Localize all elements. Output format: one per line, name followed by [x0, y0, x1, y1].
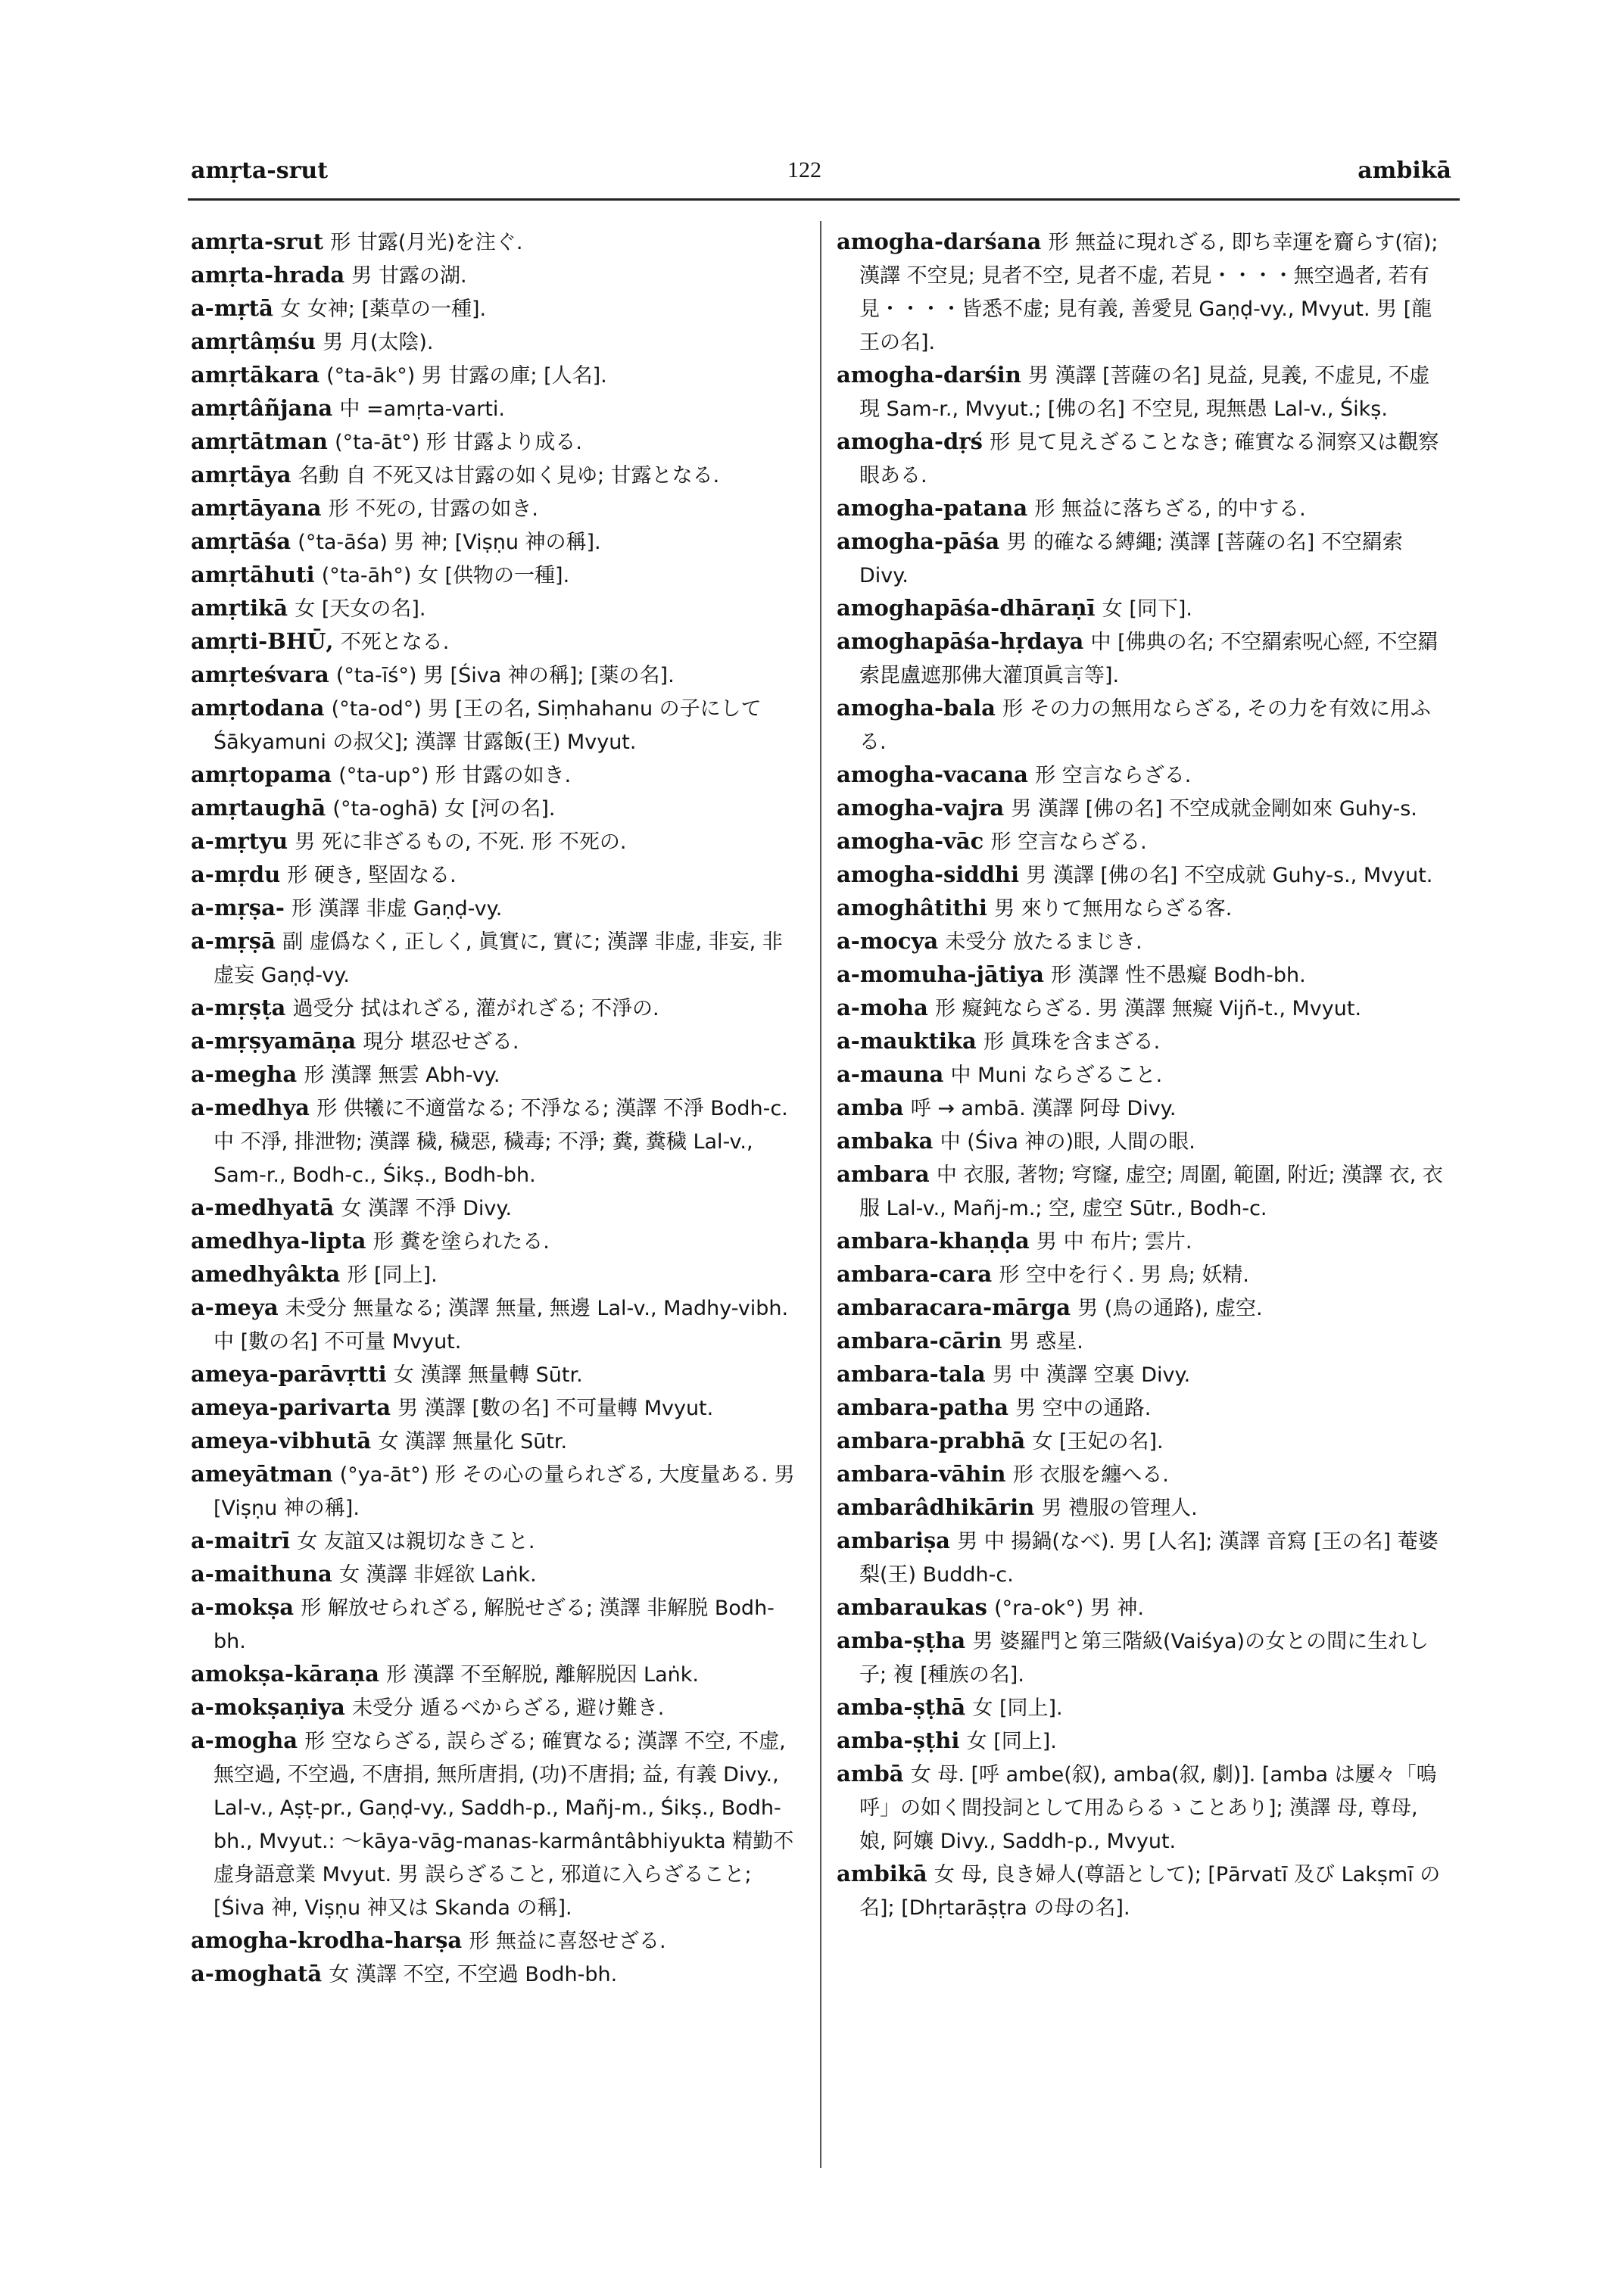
headword: amoghapāśa-hṛdaya [837, 628, 1084, 654]
definition: 形 甘露(月光)を注ぐ. [330, 231, 523, 254]
definition: 男 漢譯 [菩薩の名] 見益, 見義, 不虚見, 不虚現 Sam-r., Mvyut.; [佛の名] 不空見, 現無愚 Lal-v., Śikṣ. [859, 364, 1430, 421]
definition: 男 中 揚鍋(なべ). 男 [人名]; 漢譯 音寫 [王の名] 菴婆梨(王) Buddh-c. [859, 1530, 1439, 1587]
definition: 女 漢譯 無量轉 Sūtr. [393, 1363, 583, 1387]
headword: a-mauna [837, 1061, 944, 1087]
definition: 形 眞珠を含まざる. [983, 1030, 1161, 1054]
definition: 女 [同下]. [1102, 597, 1192, 621]
definition: 女 漢譯 不空, 不空過 Bodh-bh. [329, 1963, 618, 1986]
definition: 形 その力の無用ならざる, その力を有效に用ふる. [859, 697, 1431, 754]
definition: 形 糞を塗られたる. [372, 1230, 550, 1254]
headword: a-moha [837, 995, 928, 1020]
definition: 形 漢譯 不至解脱, 離解脱因 Laṅk. [386, 1663, 699, 1687]
definition: 形 無益に落ちざる, 的中する. [1034, 497, 1306, 521]
headword: ambara-prabhā [837, 1428, 1026, 1453]
definition: 男 漢譯 [數の名] 不可量轉 Mvyut. [397, 1397, 714, 1420]
dictionary-entry [191, 259, 803, 292]
headword: a-mokṣa [191, 1594, 295, 1620]
headword: a-mogha [191, 1728, 298, 1753]
headword: a-mṛdu [191, 861, 281, 887]
definition: 男 禮服の管理人. [1041, 1497, 1198, 1520]
definition: 男 月(太陰). [323, 331, 434, 354]
definition: 形 無益に現れざる, 即ち幸運を齎らす(宿); 漢譯 不空見; 見者不空, 見者不虚, 若見・・・・無空過者, 若有見・・・・皆悉不虚; 見有義, 善愛見 Gaṇḍ-vy., Mvyut. 男 [龍王の名]. [859, 231, 1439, 354]
definition: 形 解放せられざる, 解脱せざる; 漢譯 非解脱 Bodh-bh. [214, 1597, 775, 1653]
definition: 男 漢譯 [佛の名] 不空成就金剛如來 Guhy-s. [1011, 797, 1417, 821]
headword: amoghapāśa-dhāraṇī [837, 595, 1096, 621]
right-column [837, 226, 1448, 1924]
dictionary-entry [191, 326, 803, 359]
headword: a-mṛtā [191, 295, 273, 321]
definition: 形 漢譯 無雲 Abh-vy. [304, 1064, 500, 1087]
dictionary-entry [191, 1958, 803, 1991]
definition: 形 空中を行く. 男 鳥; 妖精. [999, 1263, 1249, 1287]
headword: amogha-darśin [837, 362, 1021, 388]
headword: amogha-dṛś [837, 428, 983, 454]
headword: amba-ṣṭha [837, 1628, 966, 1653]
dictionary-entry [191, 226, 803, 259]
dictionary-entry [191, 1658, 803, 1691]
headword: ameyātman [191, 1461, 333, 1487]
header-rule [188, 198, 1460, 201]
definition: 形 空言ならざる. [1035, 764, 1192, 787]
headword: a-megha [191, 1061, 298, 1087]
dictionary-entry [191, 1558, 803, 1591]
dictionary-entry [191, 1391, 803, 1425]
headword: ambara [837, 1161, 930, 1187]
dictionary-entry [191, 1425, 803, 1458]
dictionary-entry [837, 692, 1448, 759]
dictionary-entry [191, 992, 803, 1025]
definition: (°ta-āt°) 形 甘露より成る. [335, 431, 582, 454]
headword: ambara-cārin [837, 1328, 1002, 1354]
dictionary-entry [837, 492, 1448, 525]
definition: 女 漢譯 非婬欲 Laṅk. [338, 1563, 537, 1587]
definition: 男 惑星. [1008, 1330, 1083, 1354]
dictionary-entry [191, 1358, 803, 1391]
dictionary-entry [837, 1325, 1448, 1358]
dictionary-entry [191, 592, 803, 625]
column-divider [820, 221, 821, 2168]
dictionary-entry [191, 892, 803, 925]
definition: 女 [王妃の名]. [1032, 1430, 1164, 1453]
headword: amogha-darśana [837, 229, 1042, 254]
dictionary-entry [837, 1125, 1448, 1158]
dictionary-entry [837, 1291, 1448, 1325]
headword: amedhya-lipta [191, 1228, 366, 1254]
definition: 中 [佛典の名; 不空羂索呪心經, 不空羂索毘盧遮那佛大灌頂眞言等]. [859, 631, 1439, 687]
dictionary-entry [191, 1724, 803, 1924]
definition: 形 漢譯 非虚 Gaṇḍ-vy. [291, 897, 503, 921]
dictionary-entry [837, 625, 1448, 692]
headword: a-mokṣaṇiya [191, 1694, 345, 1720]
headword: a-maitrī [191, 1528, 291, 1553]
dictionary-entry [191, 1591, 803, 1658]
dictionary-entry [837, 592, 1448, 625]
dictionary-entry [191, 459, 803, 492]
dictionary-entry [191, 559, 803, 592]
dictionary-entry [837, 759, 1448, 792]
dictionary-entry [837, 858, 1448, 892]
headword: amogha-patana [837, 495, 1028, 521]
headword: amṛtāhuti [191, 562, 315, 587]
headword: amṛtākara [191, 362, 320, 388]
headword: amogha-vāc [837, 828, 984, 854]
definition: 男 的確なる縛繩; 漢譯 [菩薩の名] 不空羂索 Divy. [859, 531, 1403, 587]
headword: amba-ṣṭhā [837, 1694, 966, 1720]
definition: 形 漢譯 性不愚癡 Bodh-bh. [1051, 964, 1306, 987]
page-number: 122 [787, 157, 821, 182]
dictionary-entry [191, 1924, 803, 1958]
dictionary-entry [837, 792, 1448, 825]
headword: a-medhya [191, 1095, 310, 1120]
definition: 中 =amṛta-varti. [339, 397, 506, 421]
dictionary-entry [191, 792, 803, 825]
headword: a-mṛṣṭa [191, 995, 286, 1020]
headword: a-meya [191, 1294, 279, 1320]
dictionary-entry [837, 1391, 1448, 1425]
headword: amogha-pāśa [837, 528, 1000, 554]
headword: ambariṣa [837, 1528, 950, 1553]
definition: 形 空言ならざる. [990, 830, 1147, 854]
dictionary-entry [191, 492, 803, 525]
definition: 副 虚僞なく, 正しく, 眞實に, 實に; 漢譯 非虚, 非妄, 非虚妄 Gaṇḍ-vy. [214, 930, 783, 987]
definition: 男 甘露の湖. [351, 264, 467, 288]
headword: amṛta-hrada [191, 262, 345, 288]
dictionary-entry [837, 1591, 1448, 1625]
dictionary-entry [837, 1625, 1448, 1691]
definition: (°ra-ok°) 男 神. [994, 1597, 1144, 1620]
definition: 男 死に非ざるもの, 不死. 形 不死の. [295, 830, 627, 854]
dictionary-entry [191, 1691, 803, 1724]
definition: 女 漢譯 無量化 Sūtr. [378, 1430, 568, 1453]
headword: ambaraukas [837, 1594, 987, 1620]
headword: ameya-parāvṛtti [191, 1361, 387, 1387]
dictionary-entry [837, 1358, 1448, 1391]
dictionary-entry [837, 1258, 1448, 1291]
dictionary-entry [837, 1092, 1448, 1125]
definition: (°ta-āk°) 男 甘露の庫; [人名]. [326, 364, 607, 388]
definition: 男 中 漢譯 空裏 Divy. [992, 1363, 1191, 1387]
headword: amṛtāya [191, 462, 291, 488]
dictionary-entry [837, 1724, 1448, 1758]
dictionary-entry [191, 659, 803, 692]
dictionary-entry [837, 1158, 1448, 1225]
dictionary-entry [837, 1458, 1448, 1491]
headword: amṛteśvara [191, 662, 329, 687]
definition: 女 女神; [薬草の一種]. [280, 298, 487, 321]
headword: ambara-patha [837, 1394, 1008, 1420]
dictionary-entry [837, 1858, 1448, 1924]
dictionary-entry [191, 425, 803, 459]
definition: 女 母, 良き婦人(尊語として); [Pārvatī 及び Lakṣmī の名]; [Dhṛtarāṣṭra の母の名]. [859, 1863, 1441, 1920]
headword: ambā [837, 1761, 904, 1787]
dictionary-entry [837, 226, 1448, 359]
headword: amṛta-srut [191, 229, 324, 254]
definition: (°ta-īś°) 男 [Śiva 神の稱]; [薬の名]. [335, 664, 675, 687]
dictionary-entry [837, 825, 1448, 858]
definition: 男 婆羅門と第三階級(Vaiśya)の女との間に生れし子; 複 [種族の名]. [859, 1630, 1429, 1687]
definition: 男 (鳥の通路), 虚空. [1077, 1297, 1263, 1320]
definition: 形 無益に喜怒せざる. [469, 1930, 666, 1953]
definition: 形 見て見えざることなき; 確實なる洞察又は觀察眼ある. [859, 431, 1439, 488]
dictionary-entry [837, 958, 1448, 992]
dictionary-entry [191, 1092, 803, 1192]
headword: a-medhyatā [191, 1195, 335, 1220]
dictionary-entry [837, 1525, 1448, 1591]
dictionary-entry [837, 1758, 1448, 1858]
definition: 形 衣服を纏へる. [1012, 1463, 1169, 1487]
headword: amṛti-BHŪ, [191, 628, 334, 654]
dictionary-entry [837, 425, 1448, 492]
definition: 女 [天女の名]. [295, 597, 426, 621]
headword: amogha-siddhi [837, 861, 1020, 887]
definition: (°ta-od°) 男 [王の名, Siṃhahanu の子にして Śākyamuni の叔父]; 漢譯 甘露飯(王) Mvyut. [214, 697, 762, 754]
definition: 形 癡鈍ならざる. 男 漢譯 無癡 Vijñ-t., Mvyut. [934, 997, 1362, 1020]
definition: 不死となる. [340, 631, 450, 654]
dictionary-entry [191, 1258, 803, 1291]
headword: ambara-tala [837, 1361, 986, 1387]
headword: amoghâtithi [837, 895, 987, 921]
dictionary-entry [837, 892, 1448, 925]
definition: 未受分 遁るべからざる, 避け難き. [352, 1696, 665, 1720]
definition: 女 友誼又は親切なきこと. [297, 1530, 535, 1553]
dictionary-entry [837, 1025, 1448, 1058]
dictionary-entry [191, 1058, 803, 1092]
definition: 名動 自 不死又は甘露の如く見ゆ; 甘露となる. [298, 464, 720, 488]
definition: 女 母. [呼 ambe(叙), amba(叙, 劇)]. [amba は屢々「嗚呼」の如く間投詞として用ゐらるゝことあり]; 漢譯 母, 尊母, 娘, 阿孃 Divy., Saddh-p., Mvyut. [859, 1763, 1437, 1853]
dictionary-entry [191, 925, 803, 992]
headword: a-mauktika [837, 1028, 977, 1054]
dictionary-entry [837, 1491, 1448, 1525]
headword: a-mṛṣa- [191, 895, 285, 921]
dictionary-entry [191, 359, 803, 392]
dictionary-entry [837, 1425, 1448, 1458]
headword: amṛtātman [191, 428, 328, 454]
definition: 呼 → ambā. 漢譯 阿母 Divy. [910, 1097, 1177, 1120]
headword: ameya-vibhutā [191, 1428, 372, 1453]
definition: 男 中 布片; 雲片. [1036, 1230, 1192, 1254]
dictionary-entry [191, 692, 803, 759]
definition: 形 供犧に不適當なる; 不淨なる; 漢譯 不淨 Bodh-c. 中 不淨, 排泄物; 漢譯 穢, 穢惡, 穢毒; 不淨; 糞, 糞穢 Lal-v., Sam-r., Bodh-c., Śikṣ., Bodh-bh. [214, 1097, 788, 1187]
dictionary-entry [191, 392, 803, 425]
dictionary-entry [191, 1192, 803, 1225]
headword: a-mṛṣyamāṇa [191, 1028, 357, 1054]
definition: 男 空中の通路. [1015, 1397, 1152, 1420]
dictionary-entry [191, 1525, 803, 1558]
headword: amba-ṣṭhi [837, 1728, 960, 1753]
definition: (°ta-āśa) 男 神; [Viṣṇu 神の稱]. [298, 531, 601, 554]
definition: 中 Muni ならざること. [950, 1064, 1163, 1087]
headword: amṛtāśa [191, 528, 291, 554]
headword: ambarâdhikārin [837, 1494, 1035, 1520]
dictionary-entry [837, 925, 1448, 958]
headword: amṛtopama [191, 762, 332, 787]
headword: amṛtaughā [191, 795, 326, 821]
definition: 未受分 放たるまじき. [945, 930, 1142, 954]
headword: amogha-vacana [837, 762, 1028, 787]
headword: ambikā [837, 1861, 927, 1886]
definition: 女 [同上]. [966, 1730, 1057, 1753]
definition: 中 (Śiva 神の)眼, 人間の眼. [940, 1130, 1195, 1154]
headword: a-mṛtyu [191, 828, 288, 854]
definition: 形 不死の, 甘露の如き. [328, 497, 539, 521]
definition: 形 空ならざる, 誤らざる; 確實なる; 漢譯 不空, 不虚, 無空過, 不空過, 不唐捐, 無所唐捐, (功)不唐捐; 益, 有義 Divy., Lal-v., Aṣṭ-pr., Gaṇḍ-vy., Saddh-p., Mañj-m., Śikṣ., Bodh-bh., Mvyut.: 〜kāya-vāg-manas-karmântâbhiyukta 精勤不虚身語意業 Mvyut. 男 誤らざること, 邪道に入らざること; [Śiva 神, Viṣṇu 神又は Skanda の稱]. [214, 1730, 794, 1920]
dictionary-entry [191, 1458, 803, 1525]
headword: a-mocya [837, 928, 939, 954]
dictionary-entry [191, 858, 803, 892]
dictionary-entry [191, 759, 803, 792]
headword: amogha-bala [837, 695, 996, 721]
dictionary-entry [191, 1225, 803, 1258]
dictionary-entry [191, 1291, 803, 1358]
dictionary-entry [191, 825, 803, 858]
headword: ambaka [837, 1128, 934, 1154]
definition: 形 硬き, 堅固なる. [287, 864, 457, 887]
dictionary-entry [191, 1025, 803, 1058]
dictionary-entry [191, 625, 803, 659]
running-head-left: amṛta-srut [191, 157, 329, 184]
definition: 中 衣服, 著物; 穹窿, 虚空; 周圍, 範圍, 附近; 漢譯 衣, 衣服 Lal-v., Mañj-m.; 空, 虚空 Sūtr., Bodh-c. [859, 1164, 1443, 1220]
definition: (°ta-up°) 形 甘露の如き. [338, 764, 572, 787]
dictionary-entry [837, 359, 1448, 425]
definition: 現分 堪忍せざる. [363, 1030, 519, 1054]
dictionary-entry [837, 1225, 1448, 1258]
headword: a-mṛṣā [191, 928, 276, 954]
headword: ambara-cara [837, 1261, 993, 1287]
headword: amṛtodana [191, 695, 325, 721]
dictionary-entry [837, 525, 1448, 592]
headword: amokṣa-kāraṇa [191, 1661, 379, 1687]
headword: ameya-parivarta [191, 1394, 391, 1420]
headword: ambara-khaṇḍa [837, 1228, 1030, 1254]
headword: a-moghatā [191, 1961, 323, 1986]
headword: a-momuha-jātiya [837, 961, 1044, 987]
running-head-right: ambikā [1357, 157, 1451, 184]
dictionary-entry [837, 992, 1448, 1025]
headword: a-maithuna [191, 1561, 332, 1587]
headword: ambara-vāhin [837, 1461, 1006, 1487]
definition: (°ya-āt°) 形 その心の量られざる, 大度量ある. 男 [Viṣṇu 神の稱]. [214, 1463, 795, 1520]
headword: amṛtikā [191, 595, 288, 621]
headword: ambaracara-mārga [837, 1294, 1071, 1320]
dictionary-entry [191, 292, 803, 326]
headword: amogha-krodha-harṣa [191, 1927, 463, 1953]
headword: amogha-vajra [837, 795, 1005, 821]
headword: amṛtâṃśu [191, 329, 316, 354]
headword: amedhyâkta [191, 1261, 341, 1287]
left-column [191, 226, 803, 1991]
dictionary-entry [837, 1691, 1448, 1724]
definition: 女 [同上]. [972, 1696, 1063, 1720]
definition: (°ta-oghā) 女 [河の名]. [332, 797, 556, 821]
headword: amṛtāyana [191, 495, 322, 521]
dictionary-entry [191, 525, 803, 559]
definition: 過受分 拭はれざる, 灌がれざる; 不淨の. [292, 997, 659, 1020]
definition: 未受分 無量なる; 漢譯 無量, 無邊 Lal-v., Madhy-vibh. 中 [數の名] 不可量 Mvyut. [214, 1297, 789, 1354]
definition: (°ta-āh°) 女 [供物の一種]. [321, 564, 570, 587]
definition: 形 [同上]. [347, 1263, 438, 1287]
definition: 男 來りて無用ならざる客. [994, 897, 1233, 921]
definition: 女 漢譯 不淨 Divy. [341, 1197, 513, 1220]
dictionary-entry [837, 1058, 1448, 1092]
headword: amba [837, 1095, 904, 1120]
definition: 男 漢譯 [佛の名] 不空成就 Guhy-s., Mvyut. [1026, 864, 1433, 887]
headword: amṛtâñjana [191, 395, 333, 421]
